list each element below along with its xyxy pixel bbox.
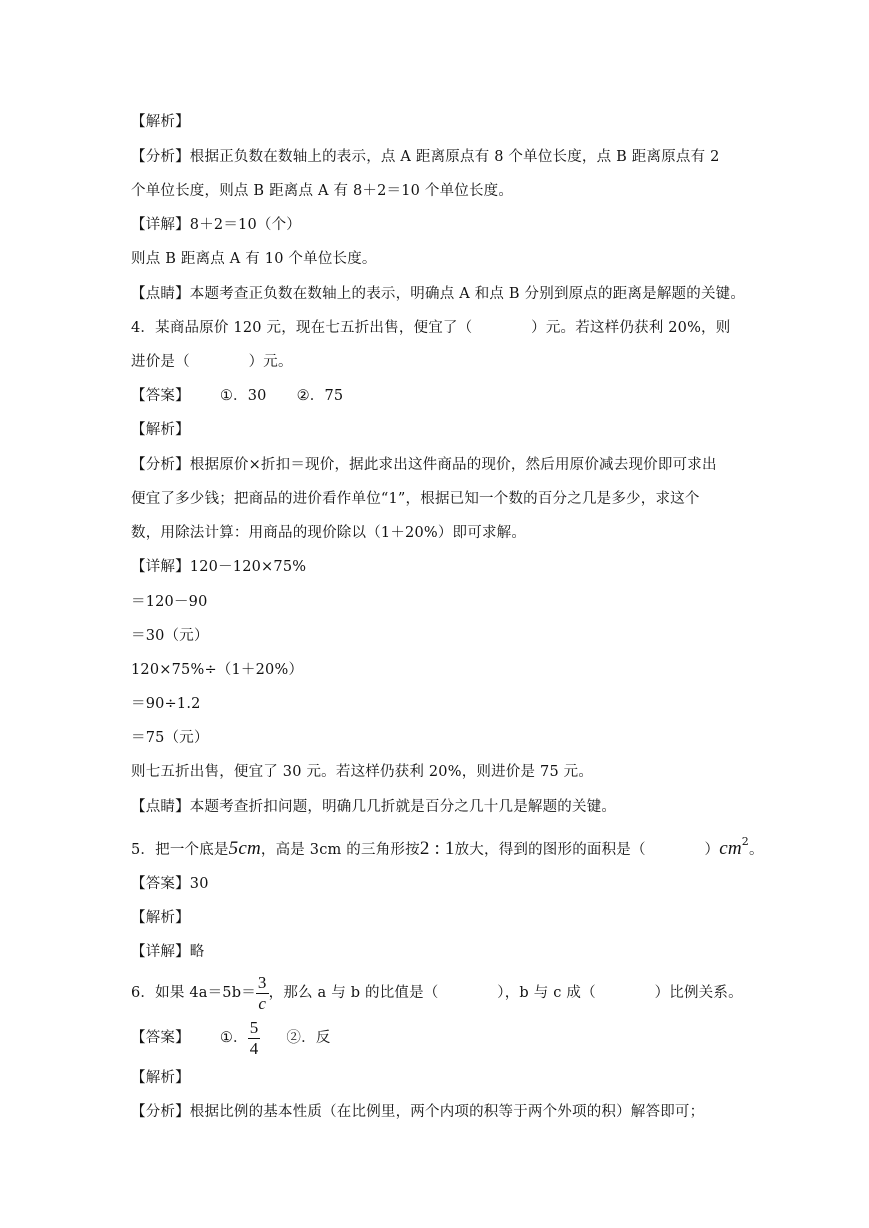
answer-label: 【答案】	[131, 1030, 190, 1046]
detail-text: ＝75（元）	[131, 730, 209, 746]
answer-option-2: ②．75	[296, 388, 344, 404]
math-ratio: 2 : 1	[419, 838, 455, 859]
analysis-text: 便宜了多少钱；把商品的进价看作单位“1”，根据已知一个数的百分之几是多少，求这个	[131, 491, 700, 507]
analysis-text: 【分析】根据原价×折扣＝现价，据此求出这件商品的现价，然后用原价减去现价即可求出	[131, 457, 717, 473]
detail-text: 【详解】8＋2＝10（个）	[131, 217, 302, 233]
key-point-text: 【点睛】本题考查正负数在数轴上的表示，明确点 A 和点 B 分别到原点的距离是解题的关键。	[131, 286, 746, 302]
key-point-text: 【点睛】本题考查折扣问题，明确几几折就是百分之几十几是解题的关键。	[131, 799, 617, 815]
analysis-heading: 【解析】	[131, 422, 190, 438]
answer-option-2: ②．反	[286, 1030, 331, 1046]
detail-text: ＝30（元）	[131, 628, 209, 644]
answer-line	[131, 386, 343, 406]
math-base: 5cm	[228, 838, 261, 859]
question-5: 5．把一个底是5cm，高是 3cm 的三角形按2 : 1放大，得到的图形的面积是（ ）$cm^2$。	[131, 835, 764, 859]
question-4: 进价是（ ）元。	[131, 354, 293, 370]
detail-text: 【详解】略	[131, 944, 205, 960]
analysis-text: 【分析】根据正负数在数轴上的表示，点 A 距离原点有 8 个单位长度，点 B 距离原点有 2	[131, 149, 720, 165]
detail-text: 120×75%÷（1＋20%）	[131, 662, 304, 678]
answer-line	[131, 1017, 331, 1059]
analysis-text: 个单位长度，则点 B 距离点 A 有 8＋2＝10 个单位长度。	[131, 183, 514, 199]
analysis-heading: 【解析】	[131, 910, 190, 926]
answer-label: 【答案】	[131, 388, 190, 404]
question-4: 4．某商品原价 120 元，现在七五折出售，便宜了（ ）元。若这样仍获利 20%，则	[131, 320, 731, 336]
math-exponent: 2	[741, 835, 749, 848]
fraction: $\frac{3}{c}$	[257, 972, 267, 1013]
analysis-heading: 【解析】	[131, 1070, 190, 1086]
math-unit: cm	[719, 838, 742, 859]
detail-text: ＝90÷1.2	[131, 696, 201, 712]
detail-text: 则点 B 距离点 A 有 10 个单位长度。	[131, 251, 377, 267]
fraction: $\frac{5}{4}$	[249, 1017, 259, 1058]
analysis-heading: 【解析】	[131, 114, 190, 130]
detail-text: 则七五折出售，便宜了 30 元。若这样仍获利 20%，则进价是 75 元。	[131, 764, 594, 780]
answer-option-1: ①．30	[219, 388, 267, 404]
question-6: 6．如果 4a＝5b＝ $\frac{3}{c}$ ，那么 a 与 b 的比值是（ ），b 与 c 成（ ）比例关系。	[131, 972, 743, 1013]
detail-text: 【详解】120－120×75%	[131, 559, 307, 575]
answer-line: 【答案】30	[131, 876, 209, 892]
answer-option-1: ①．	[219, 1030, 248, 1046]
analysis-text: 【分析】根据比例的基本性质（在比例里，两个内项的积等于两个外项的积）解答即可；	[131, 1104, 705, 1120]
detail-text: ＝120－90	[131, 594, 208, 610]
analysis-text: 数，用除法计算：用商品的现价除以（1＋20%）即可求解。	[131, 525, 527, 541]
